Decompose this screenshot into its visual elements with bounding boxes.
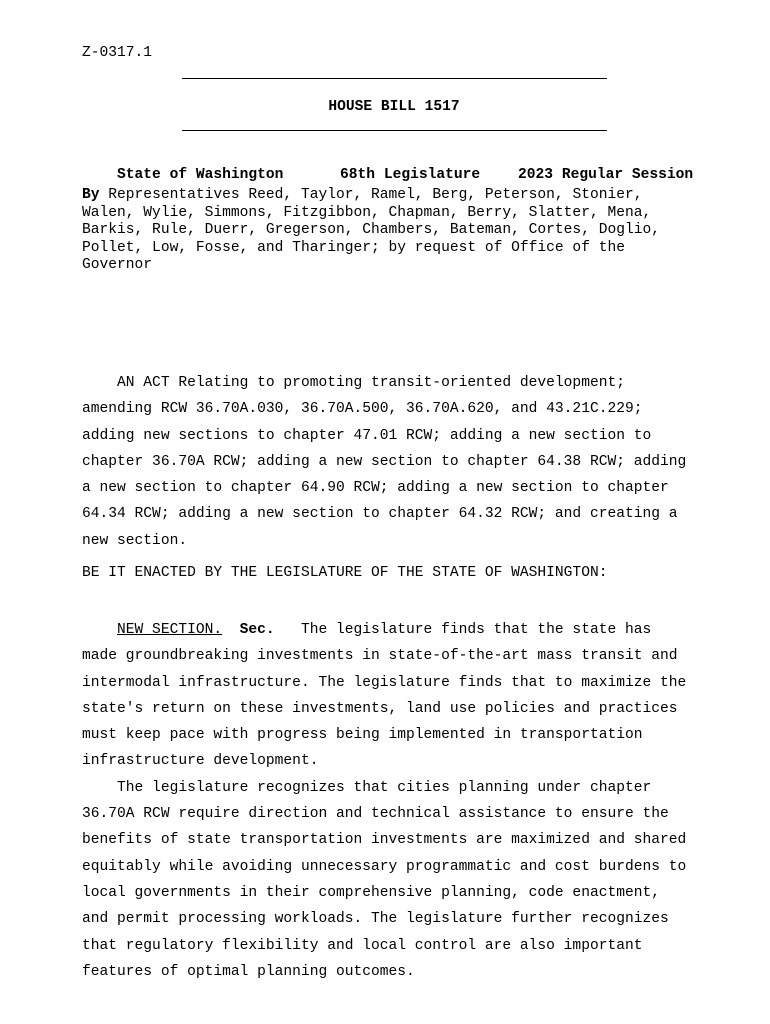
title-rule-bottom (182, 130, 607, 131)
sec-label: Sec. (239, 622, 275, 638)
act-line: chapter 36.70A RCW; adding a new section to chapter 64.38 RCW; adding (82, 453, 687, 470)
enacting-clause: BE IT ENACTED BY THE LEGISLATURE OF THE STATE OF WASHINGTON: (82, 565, 608, 581)
section-first-line-text: The legislature finds that the state has (274, 622, 652, 638)
paragraph-line: benefits of state transportation investments are maximized and shared (82, 832, 687, 849)
paragraph-line: state's return on these investments, land use policies and practices (82, 700, 678, 717)
paragraph-line: that regulatory flexibility and local control are also important (82, 937, 643, 954)
section-body (82, 617, 710, 985)
paragraph-line: and permit processing workloads. The legislature further recognizes (82, 911, 669, 928)
act-line: AN ACT Relating to promoting transit-oriented development; (82, 375, 625, 391)
act-line: adding new sections to chapter 47.01 RCW; adding a new section to (82, 427, 652, 444)
paragraph-line: infrastructure development. (82, 753, 319, 770)
sponsors-block (82, 187, 702, 275)
title-rule-top (182, 78, 607, 79)
paragraph-line: must keep pace with progress being implemented in transportation (82, 727, 643, 744)
act-line: 64.34 RCW; adding a new section to chapter 64.32 RCW; and creating a (82, 506, 678, 523)
state-name: State of Washington (117, 167, 284, 183)
paragraph-line: made groundbreaking investments in state-of-the-art mass transit and (82, 648, 678, 665)
act-title (82, 370, 710, 554)
act-line: new section. (82, 532, 188, 549)
document-id: Z-0317.1 (82, 45, 153, 61)
paragraph-line: intermodal infrastructure. The legislature finds that to maximize the (82, 674, 687, 691)
paragraph-line: The legislature recognizes that cities planning under chapter (82, 779, 652, 796)
paragraph-line: 36.70A RCW require direction and technical assistance to ensure the (82, 806, 669, 823)
new-section-label: NEW SECTION. (117, 622, 223, 638)
act-line: amending RCW 36.70A.030, 36.70A.500, 36.70A.620, and 43.21C.229; (82, 401, 643, 418)
session-name: 2023 Regular Session (518, 167, 694, 183)
sponsors-text: Representatives Reed, Taylor, Ramel, Berg, Peterson, Stonier, Walen, Wylie, Simmons, Fitzgibbon, Chapman, Berry, Slatter, Mena, Barkis, Rule, Duerr, Gregerson, Chambers, Bateman, Cortes, Doglio, Pollet, Low, Fosse, and Tharinger; by request of Office of the Governor (82, 187, 661, 274)
act-line: a new section to chapter 64.90 RCW; adding a new section to chapter (82, 480, 669, 497)
paragraph-line: equitably while avoiding unnecessary programmatic and cost burdens to (82, 858, 687, 875)
paragraph-line: local governments in their comprehensive planning, code enactment, (82, 884, 661, 901)
by-label: By (82, 187, 100, 203)
section-first-line (82, 617, 710, 643)
legislature-name: 68th Legislature (340, 167, 481, 183)
bill-title: HOUSE BILL 1517 (328, 99, 460, 115)
paragraph-line: features of optimal planning outcomes. (82, 963, 415, 980)
